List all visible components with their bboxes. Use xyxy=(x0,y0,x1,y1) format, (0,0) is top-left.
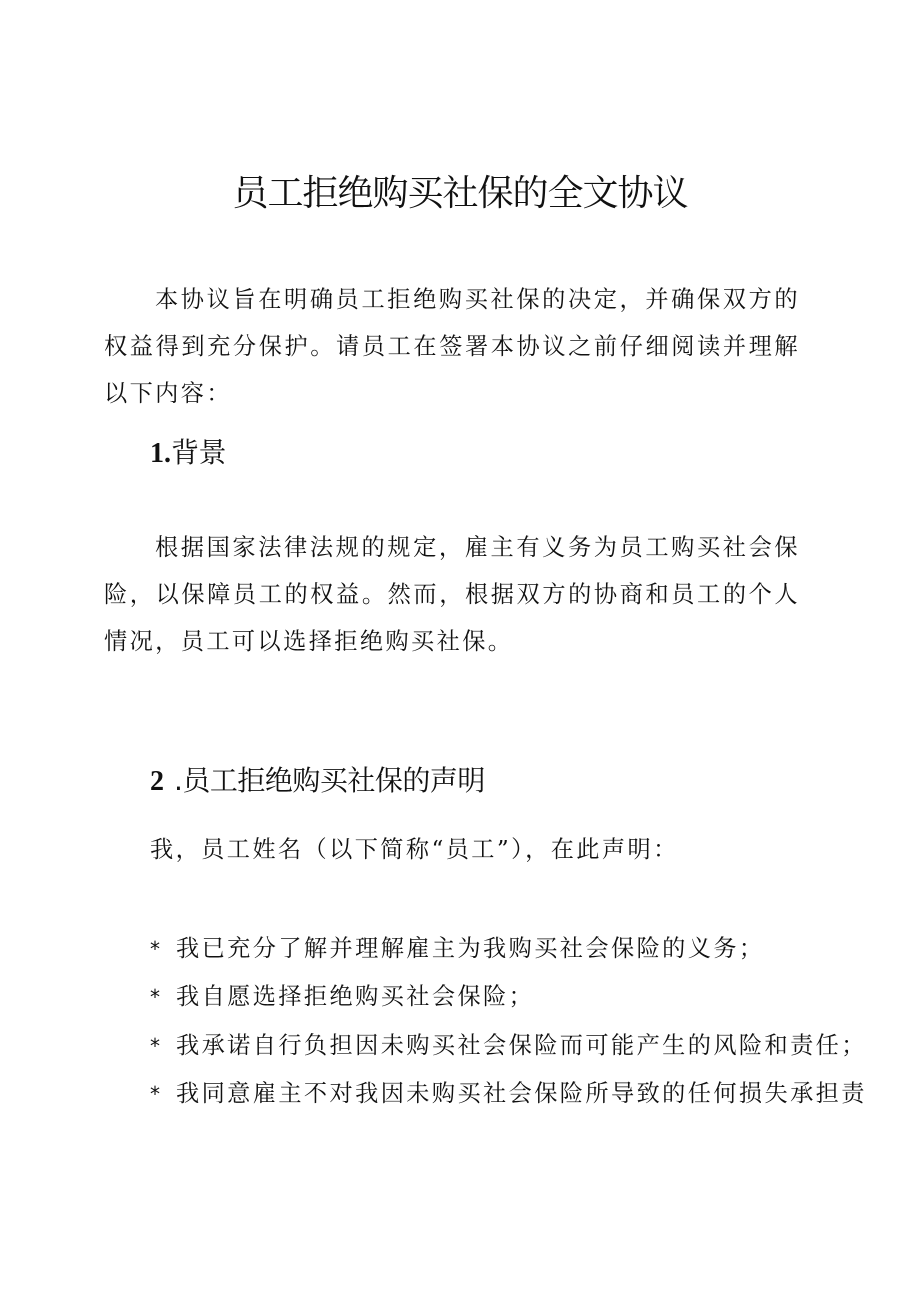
section-2-number: 2 xyxy=(150,766,164,797)
declaration-text: 我同意雇主不对我因未购买社会保险所导致的任何损失承担责 xyxy=(176,1079,867,1107)
declaration-text: 我承诺自行负担因未购买社会保险而可能产生的风险和责任； xyxy=(176,1031,867,1059)
section-2-heading xyxy=(150,761,485,802)
section-2-title: .员工拒绝购买社保的声明 xyxy=(174,764,485,797)
asterisk-bullet-icon: * xyxy=(150,937,163,961)
declaration-item xyxy=(150,925,810,973)
section-1-body: 根据国家法律法规的规定，雇主有义务为员工购买社会保险，以保障员工的权益。然而，根据双方的协商和员工的个人情况，员工可以选择拒绝购买社保。 xyxy=(104,534,800,655)
asterisk-bullet-icon: * xyxy=(150,985,163,1010)
declaration-item xyxy=(150,1022,867,1070)
document-title: 员工拒绝购买社保的全文协议 xyxy=(232,173,688,214)
declaration-text: 我自愿选择拒绝购买社会保险； xyxy=(176,983,535,1011)
section-2-statement: 我，员工姓名（以下简称“员工”），在此声明： xyxy=(150,836,679,863)
section-1-title: 背景 xyxy=(171,436,227,469)
section-1-heading xyxy=(150,433,226,474)
declaration-item xyxy=(150,973,810,1021)
declaration-text: 我已充分了解并理解雇主为我购买社会保险的义务； xyxy=(176,935,765,962)
asterisk-bullet-icon: * xyxy=(150,1033,163,1058)
asterisk-bullet-icon: * xyxy=(150,1081,163,1106)
declaration-item xyxy=(150,1070,867,1118)
intro-paragraph: 本协议旨在明确员工拒绝购买社保的决定，并确保双方的权益得到充分保护。请员工在签署本协议之前仔细阅读并理解以下内容： xyxy=(104,286,800,407)
declaration-list xyxy=(150,925,867,1118)
section-1-number: 1. xyxy=(150,438,171,469)
